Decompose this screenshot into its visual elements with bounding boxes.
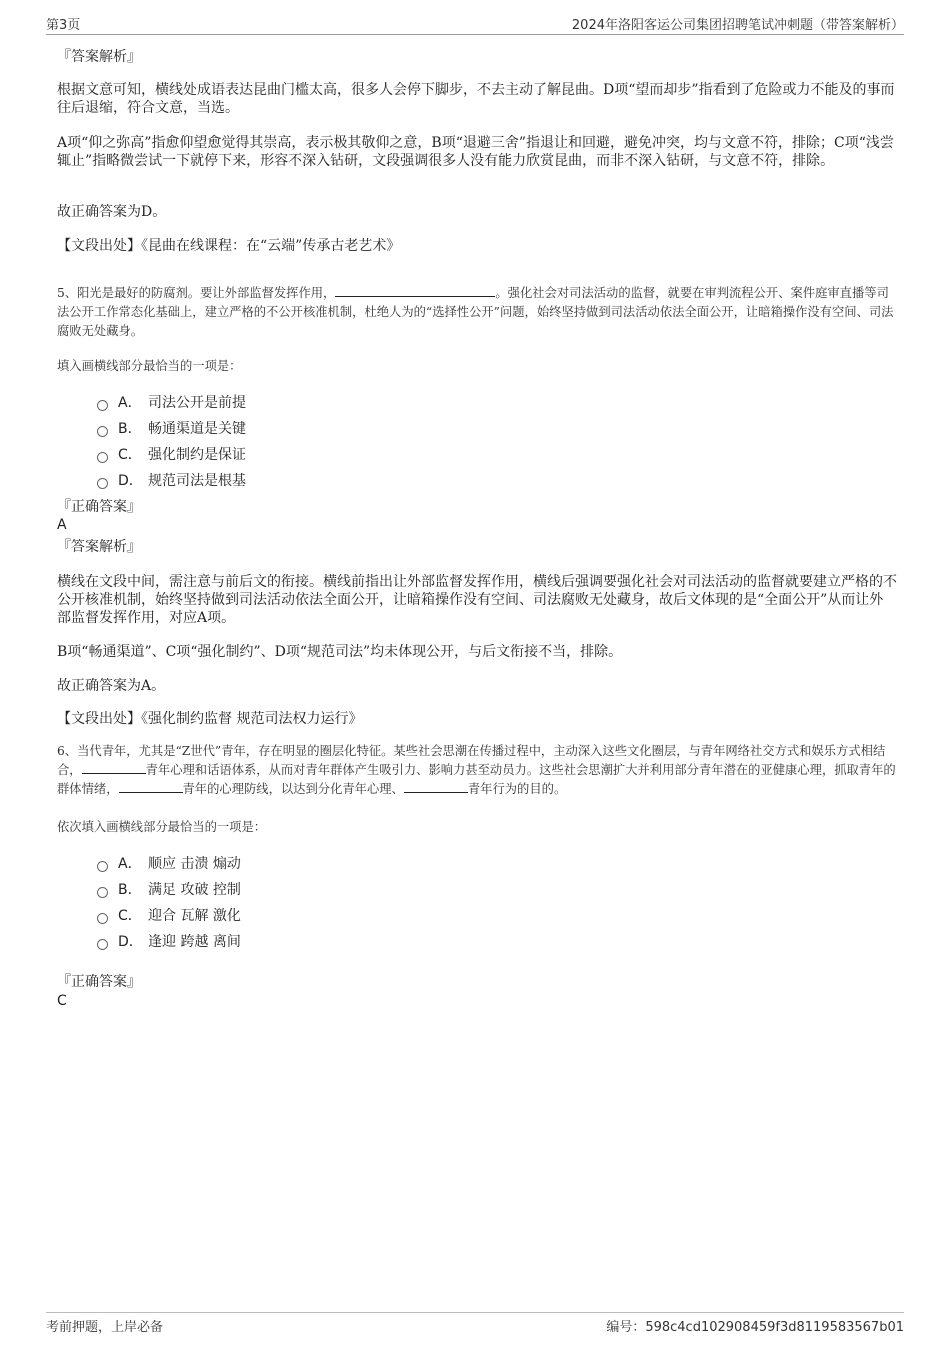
radio-icon[interactable]	[97, 400, 108, 411]
q5-analysis-p2: B项“畅通渠道”、C项“强化制约”、D项“规范司法”均未体现公开，与后文衔接不当，排除。	[57, 644, 623, 660]
q4-source: 【文段出处】《昆曲在线课程：在“云端”传承古老艺术》	[57, 238, 401, 254]
q5-source: 【文段出处】《强化制约监督 规范司法权力运行》	[57, 711, 363, 727]
radio-icon[interactable]	[97, 939, 108, 950]
q5-prompt: 填入画横线部分最恰当的一项是：	[57, 359, 242, 373]
footer-slogan: 考前押题，上岸必备	[46, 1320, 164, 1335]
q6-prompt: 依次填入画横线部分最恰当的一项是：	[57, 820, 267, 834]
q5-analysis-p1: 横线在文段中间，需注意与前后文的衔接。横线前指出让外部监督发挥作用，横线后强调要强化社会对司法活动的监督就要建立严格的不公开核准机制，始终坚持做到司法活动依法全面公开，让暗箱操作没有空间、司法腐败无处藏身，故后文体现的是“全面公开”从而让外部监督发挥作用，对应A项。	[57, 574, 897, 626]
q6-blank-2	[119, 780, 183, 793]
q5-option-d[interactable]: D． 规范司法是根基	[97, 467, 246, 493]
q6-answer: C	[57, 993, 67, 1009]
q6-answer-label: 『正确答案』	[57, 974, 141, 990]
q5-stem: 5、阳光是最好的防腐剂。要让外部监督发挥作用， 。强化社会对司法活动的监督，就要在审判流程公开、案件庭审直播等司法公开工作常态化基础上，建立严格的不公开核准机制，杜绝人为的“选择性公开”问题，始终坚持做到司法活动依法全面公开，让暗箱操作没有空间、司法腐败无处藏身。	[57, 286, 894, 338]
q6-stem: 6、当代青年，尤其是“Z世代”青年，存在明显的圈层化特征。某些社会思潮在传播过程中，主动深入这些文化圈层，与青年网络社交方式和娱乐方式相结合， 青年心理和话语体系，从而对青年群体产生吸引力、影响力甚至动员力。这些社会思潮扩大并利用部分青年潜在的亚健康心理，抓取青年的群体情绪， 青年的心理防线，以达到分化青年心理、 青年行为的目的。	[57, 744, 896, 796]
radio-icon[interactable]	[97, 426, 108, 437]
document-title: 2024年洛阳客运公司集团招聘笔试冲刺题（带答案解析）	[571, 18, 904, 33]
q5-analysis-p3: 故正确答案为A。	[57, 678, 166, 694]
q5-answer-label: 『正确答案』	[57, 499, 141, 515]
page-header	[46, 14, 904, 35]
q5-answer: A	[57, 517, 67, 533]
radio-icon[interactable]	[97, 861, 108, 872]
radio-icon[interactable]	[97, 478, 108, 489]
q6-blank-3	[404, 780, 468, 793]
q5-option-b[interactable]: B． 畅通渠道是关键	[97, 415, 246, 441]
q5-analysis-label: 『答案解析』	[57, 539, 141, 555]
q5-option-c[interactable]: C． 强化制约是保证	[97, 441, 246, 467]
q6-blank-1	[82, 761, 146, 774]
q6-options	[97, 850, 241, 954]
page-footer	[46, 1312, 904, 1338]
document-id: 编号：598c4cd102908459f3d8119583567b01	[606, 1320, 904, 1335]
q5-option-a[interactable]: A． 司法公开是前提	[97, 389, 246, 415]
q6-option-b[interactable]: B． 满足 攻破 控制	[97, 876, 241, 902]
q5-options	[97, 389, 246, 493]
q4-analysis-label: 『答案解析』	[57, 49, 141, 65]
page-number: 第3页	[46, 18, 81, 33]
q4-analysis-p2: A项“仰之弥高”指愈仰望愈觉得其崇高，表示极其敬仰之意，B项“退避三舍”指退让和回避，避免冲突，均与文意不符，排除；C项“浅尝辄止”指略微尝试一下就停下来，形容不深入钻研，文段强调很多人没有能力欣赏昆曲，而非不深入钻研，与文意不符，排除。	[57, 135, 894, 169]
q6-option-d[interactable]: D． 逢迎 跨越 离间	[97, 928, 241, 954]
q5-blank	[335, 284, 495, 297]
q4-analysis-p3: 故正确答案为D。	[57, 204, 167, 220]
q4-analysis-p1: 根据文意可知，横线处成语表达昆曲门槛太高，很多人会停下脚步，不去主动了解昆曲。D项“望而却步”指看到了危险或力不能及的事而往后退缩，符合文意，当选。	[57, 82, 895, 116]
radio-icon[interactable]	[97, 913, 108, 924]
q6-option-a[interactable]: A． 顺应 击溃 煽动	[97, 850, 241, 876]
radio-icon[interactable]	[97, 452, 108, 463]
q6-option-c[interactable]: C． 迎合 瓦解 激化	[97, 902, 241, 928]
radio-icon[interactable]	[97, 887, 108, 898]
